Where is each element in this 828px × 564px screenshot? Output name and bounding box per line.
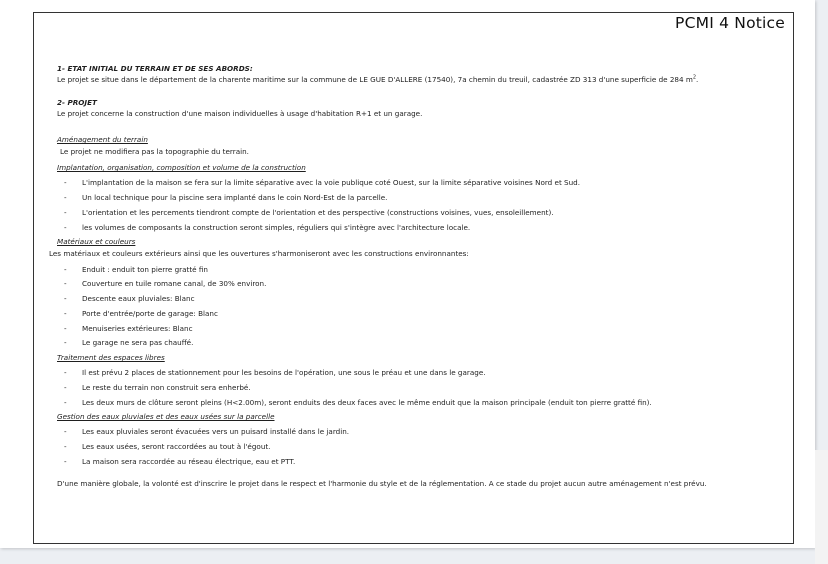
materiaux-item: Porte d'entrée/porte de garage: Blanc xyxy=(82,309,218,318)
bullet: - xyxy=(64,178,67,187)
bullet: - xyxy=(64,265,67,274)
bullet: - xyxy=(64,193,67,202)
eaux-item: Les eaux usées, seront raccordées au tout à l'égout. xyxy=(82,442,271,451)
implantation-item: Un local technique pour la piscine sera implanté dans le coin Nord-Est de la parcelle. xyxy=(82,193,388,202)
section1-heading: 1- ETAT INITIAL DU TERRAIN ET DE SES ABORDS: xyxy=(57,64,253,73)
bullet: - xyxy=(64,208,67,217)
bullet: - xyxy=(64,457,67,466)
section1-text-sup: 2 xyxy=(692,74,697,81)
amenagement-text: Le projet ne modifiera pas la topographie du terrain. xyxy=(60,147,249,156)
espaces-item: Les deux murs de clôture seront pleins (H<2.00m), seront enduits des deux faces avec le même enduit que la maison principale (enduit ton pierre gratté fin). xyxy=(82,398,652,407)
materiaux-item: Descente eaux pluviales: Blanc xyxy=(82,294,195,303)
document-title: PCMI 4 Notice xyxy=(675,14,785,32)
bullet: - xyxy=(64,338,67,347)
materiaux-item: Enduit : enduit ton pierre gratté fin xyxy=(82,265,208,274)
materiaux-intro: Les matériaux et couleurs extérieurs ainsi que les ouvertures s'harmoniseront avec les constructions environnantes: xyxy=(49,249,469,258)
implantation-item: L'orientation et les percements tiendront compte de l'orientation et des perspective (constructions voisines, vues, ensoleillement). xyxy=(82,208,554,217)
amenagement-heading: Aménagement du terrain xyxy=(57,135,148,144)
implantation-item: L'implantation de la maison se fera sur la limite séparative avec la voie publique coté Ouest, sur la limite séparative voisines Nord et Sud. xyxy=(82,178,581,187)
materiaux-item: Menuiseries extérieures: Blanc xyxy=(82,324,193,333)
espaces-item: Le reste du terrain non construit sera enherbé. xyxy=(82,383,251,392)
bullet: - xyxy=(64,223,67,232)
bullet: - xyxy=(64,383,67,392)
section2-text: Le projet concerne la construction d'une maison individuelles à usage d'habitation R+1 et un garage. xyxy=(57,109,423,118)
implantation-item: les volumes de composants la construction seront simples, réguliers qui s'intègre avec l'architecture locale. xyxy=(82,223,471,232)
espaces-heading: Traitement des espaces libres xyxy=(57,353,165,362)
eaux-heading: Gestion des eaux pluviales et des eaux usées sur la parcelle xyxy=(57,412,275,421)
bullet: - xyxy=(64,398,67,407)
section1-text-end: . xyxy=(696,75,699,84)
bullet: - xyxy=(64,427,67,436)
espaces-item: Il est prévu 2 places de stationnement pour les besoins de l'opération, une sous le préau et une dans le garage. xyxy=(82,368,486,377)
materiaux-item: Le garage ne sera pas chauffé. xyxy=(82,338,194,347)
side-strip xyxy=(815,450,828,564)
bullet: - xyxy=(64,309,67,318)
bullet: - xyxy=(64,368,67,377)
section2-heading: 2- PROJET xyxy=(57,98,97,107)
materiaux-heading: Matériaux et couleurs xyxy=(57,237,136,246)
bullet: - xyxy=(64,279,67,288)
eaux-item: La maison sera raccordée au réseau électrique, eau et PTT. xyxy=(82,457,296,466)
bullet: - xyxy=(64,324,67,333)
eaux-item: Les eaux pluviales seront évacuées vers un puisard installé dans le jardin. xyxy=(82,427,350,436)
bullet: - xyxy=(64,294,67,303)
section1-text xyxy=(57,75,698,84)
materiaux-item: Couverture en tuile romane canal, de 30% environ. xyxy=(82,279,267,288)
bullet: - xyxy=(64,442,67,451)
implantation-heading: Implantation, organisation, composition et volume de la construction xyxy=(57,163,306,172)
section1-text-main: Le projet se situe dans le département de la charente maritime sur la commune de LE GUE D'ALLERE (17540), 7a chemin du treuil, cadastrée ZD 313 d'une superficie de 284 m xyxy=(57,75,693,84)
conclusion-text: D'une manière globale, la volonté est d'inscrire le projet dans le respect et l'harmonie du style et de la réglementation. A ce stade du projet aucun autre aménagement n'est prévu. xyxy=(57,479,707,488)
